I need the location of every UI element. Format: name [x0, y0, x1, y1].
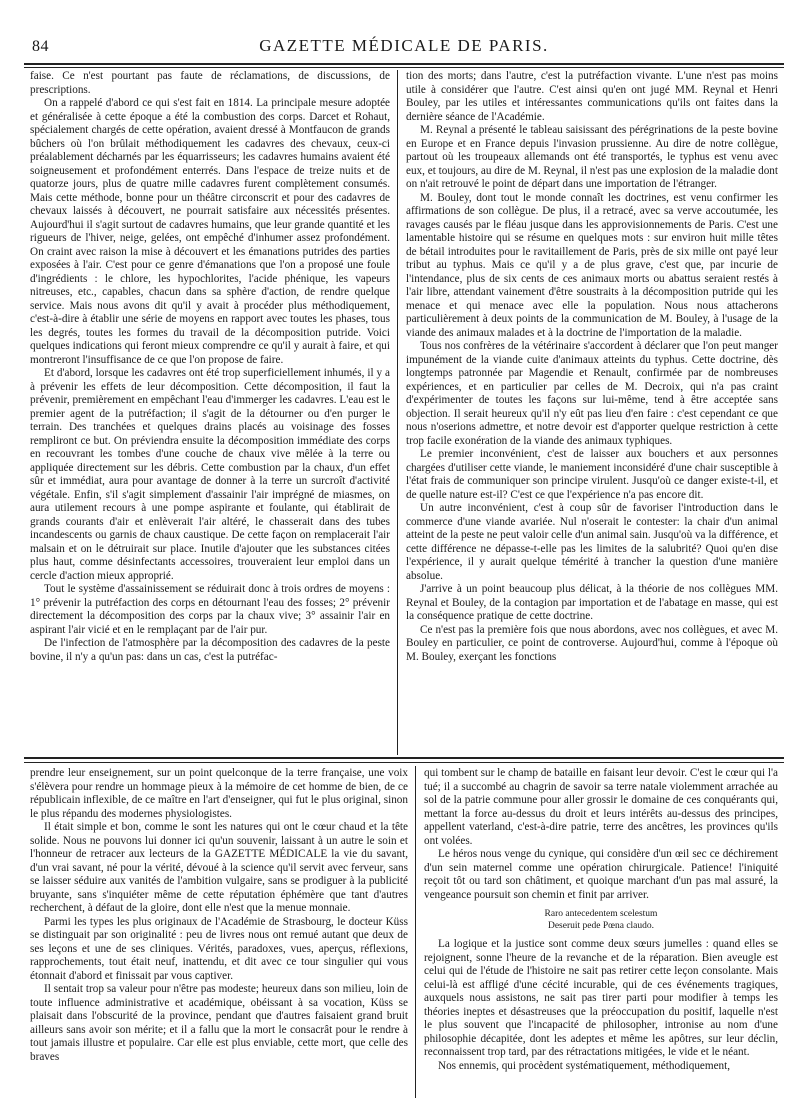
column-bottom-left [30, 767, 408, 1100]
paragraph: De l'infection de l'atmosphère par la décomposition des cadavres de la peste bovine, il n'y a qu'un pas: dans un cas, c'est la putréfac- [30, 637, 390, 663]
paragraph: Ce n'est pas la première fois que nous abordons, avec nos collègues, et avec M. Bouley en particulier, ce point de controverse. Aujourd'hui, comme à l'époque où M. Bouley, exerçant les fonctions [406, 623, 778, 663]
column-bottom-right [424, 767, 778, 1100]
column-top-left [30, 70, 390, 754]
paragraph: Parmi les types les plus originaux de l'Académie de Strasbourg, le docteur Küss se distinguait par son originalité : peu de livres nous ont remué autant que deux de ses leçons et une de ses cliniques. Vérités, paradoxes, vues, aperçus, réflexions, rapprochements, tout était neuf, inattendu, et dit avec ce tour singulier qui vous étonnait d'abord et finissait par vous captiver. [30, 915, 408, 982]
paragraph: M. Reynal a présenté le tableau saisissant des pérégrinations de la peste bovine en Europe et en France depuis l'invasion prussienne. Au dire de notre collègue, partout où les troupeaux allemands ont été transportés, le typhus est venu avec eux, et toujours, au dire de M. Reynal, il n'est pas une explosion de la maladie dont on n'ait retrouvé le point de départ dans une importation de l'étranger. [406, 124, 778, 190]
paragraph: La logique et la justice sont comme deux sœurs jumelles : quand elles se rejoignent, sonne l'heure de la revanche et de la réparation. Bien aveugle est celui qui de l'étude de l'histoire ne sait pas retirer cette leçon consolante. Mais celui-là est affligé d'une cécité incurable, qui de ces événements tragiques, auxquels nous assistons, ne sait pas tirer parti pour modifier à temps les théories ineptes et désastreuses que la préoccupation du positif, laquelle n'est le plus souvent que l'incapacité de philosopher, intronise au nom d'une philosophie décapitée, dont les adeptes et même les apôtres, sur leur déclin, reconnaissent trop tard, par des rétractations mitigées, le vide et le néant. [424, 938, 778, 1058]
header-rule [24, 63, 784, 65]
paragraph: qui tombent sur le champ de bataille en faisant leur devoir. C'est le cœur qui l'a tué; il a succombé au chagrin de savoir sa terre natale violemment arrachée au sol de la patrie commune pour aller grossir le domaine de ces conquérants qui, mettant la force au-dessus du droit et leurs intérêts au-dessus des principes, appellent vaterland, c'est-à-dire patrie, terre des ancêtres, les provinces qu'ils ont volées. [424, 767, 778, 847]
paragraph: Il sentait trop sa valeur pour n'être pas modeste; heureux dans son milieu, loin de toute influence administrative et académique, obéissant à sa vocation, Küss se plaisait dans l'obscurité de la province, pendant que d'autres faisaient grand bruit ailleurs sans avoir son mérite; et il a fallu que la mort le consacrât pour le rendre à tout jamais illustre et populaire. Car elle est plus enviable, cette mort, que celle des braves [30, 983, 408, 1063]
page-number: 84 [32, 38, 49, 55]
paragraph: Il était simple et bon, comme le sont les natures qui ont le cœur chaud et la tête solide. Nous ne pouvons lui donner ici qu'un souvenir, laissant à un autre le soin et l'honneur de retracer aux lecteurs de la GAZETTE MÉDICALE la vie du savant, d'un vrai savant, né pour la vérité, dévoué à la science qu'il servit avec ferveur, sans se laisser séduire aux vanités de l'ambition vulgaire, sans se prodiguer à la publicité bruyante, sans s'inquiéter même de cette réputation éphémère que tant d'autres recherchent, à défaut de la gloire, dont elle n'est que la menue monnaie. [30, 821, 408, 914]
column-divider [397, 70, 398, 755]
paragraph: Et d'abord, lorsque les cadavres ont été trop superficiellement inhumés, il y a à prévenir les effets de leur décomposition. Cette décomposition, il faut la prévenir, premièrement en empêchant l'eau d'immerger les cadavres. L'eau est le premier agent de la putréfaction; il s'agit de la détourner ou d'en purger le terrain. Des tranchées et quelques drains placés au voisinage des fosses rempliront ce but. On préviendra ensuite la décomposition immédiate des corps en recouvrant les tombes d'une couche de chaux vive mêlée à la terre ou appliquée directement sur les débris. Cette combustion par la chaux, d'un effet sûr et immédiat, aura pour avantage de donner à la terre un surcroît d'activité végétale. Enfin, s'il s'agit simplement d'assainir l'air imprégné de miasmes, on aura utilement recours à une pompe aspirante et foulante, qui établirait de grands courants d'air et enlèverait l'air altéré, le chasserait dans des tubes incandescents ou garnis de chaux caustique. De cette façon on remplacerait l'air malsain et on le détruirait sur place. Inutile d'ajouter que les substances citées plus haut, comme désinfectants accessoires, trouveraient leur emploi dans un cercle d'action mieux approprié. [30, 367, 390, 582]
paragraph: prendre leur enseignement, sur un point quelconque de la terre française, une voix s'élèvera pour rendre un hommage pieux à la mémoire de cet homme de bien, de ce républicain inflexible, de ce maître en l'art d'enseigner, qui fut le plus original, sinon le plus répandu des modernes physiologistes. [30, 767, 408, 820]
running-title: GAZETTE MÉDICALE DE PARIS. [259, 36, 549, 55]
header-rule-thin [24, 67, 784, 68]
page-header [24, 34, 784, 62]
paragraph: faise. Ce n'est pourtant pas faute de réclamations, de discussions, de prescriptions. [30, 70, 390, 96]
paragraph: Tous nos confrères de la vétérinaire s'accordent à déclarer que l'on peut manger impunément de la viande cuite d'animaux atteints du typhus. Cette doctrine, dès longtemps patronnée par Magendie et Renault, confirmée par de nombreuses expériences, et en particulier par celles de M. Decroix, qui n'a pas craint d'expérimenter de toutes les façons sur lui-même, tend à être acceptée sans objection. Il serait heureux qu'il n'y eût pas lieu d'en faire : c'est cependant ce que nous n'oserions admettre, et notre devoir est d'apporter quelque restriction à cette trop facile exonération de la viande des animaux typhiques. [406, 340, 778, 447]
column-divider [415, 766, 416, 1098]
paragraph: M. Bouley, dont tout le monde connaît les doctrines, est venu confirmer les affirmations de son collègue. De plus, il a retracé, avec sa verve accoutumée, les ravages causés par le fléau jusque dans les approvisionnements de Paris. C'est une lamentable histoire qui se résume en quelques mots : sur environ huit mille têtes de bétail introduites pour le ravitaillement de Paris, près de six mille ont payé leur tribut au typhus. Mais ce qu'il y a de plus grave, c'est que, par incurie de l'intendance, plus de six cents de ces animaux morts ou abattus seraient restés à l'air libre, attendant vainement d'être soustraits à la décomposition putride qui les menace et qui menace avec elle la population. Nous nous attacherons particulièrement à deux points de la communication de M. Bouley, à l'usage de la viande des animaux malades et à la doctrine de l'importation de la maladie. [406, 191, 778, 339]
quote-line: Deseruit pede Pœna claudo. [547, 921, 655, 931]
column-top-right [406, 70, 778, 754]
paragraph: tion des morts; dans l'autre, c'est la putréfaction vivante. L'une n'est pas moins utile à considérer que l'autre. C'est ainsi qu'en ont jugé MM. Reynal et Henri Bouley, par les utiles et intéressantes communications qu'ils ont faites dans la dernière séance de l'Académie. [406, 70, 778, 123]
paragraph: Tout le système d'assainissement se réduirait donc à trois ordres de moyens : 1° prévenir la putréfaction des corps en détournant l'eau des fosses; 2° prévenir directement la décomposition des corps par la chaux vive; 3° assainir l'air en aspirant l'air vicié et en le remplaçant par de l'air pur. [30, 583, 390, 636]
paragraph: Nos ennemis, qui procèdent systématiquement, méthodiquement, [438, 1059, 731, 1072]
paragraph: J'arrive à un point beaucoup plus délicat, à la théorie de nos collègues MM. Reynal et Bouley, de la contagion par importation et de l'abatage en masse, qui est la conséquence pratique de cette doctrine. [406, 583, 778, 622]
latin-quotation [424, 908, 778, 932]
section-rule [24, 757, 784, 759]
quote-line: Raro antecedentem scelestum [544, 909, 658, 919]
paragraph: On a rappelé d'abord ce qui s'est fait en 1814. La principale mesure adoptée et généralisée à cette époque a été la combustion des corps. Darcet et Rohaut, spécialement chargés de cette opération, avaient dressé à Montfaucon de grands bûchers où l'on brûlait méthodiquement les cadavres des chevaux, ceux-ci préalablement décharnés par les équarrisseurs; les cadavres humains avaient été soigneusement et profondément enterrés. Dans l'espace de treize nuits et de quatorze jours, plus de quatre mille cadavres furent complètement consumés. Mais cette méthode, bonne pour un théâtre circonscrit et pour des cadavres de chevaux laissés à découvert, ne pourrait satisfaire aux nécessités présentes. Aujourd'hui il s'agit surtout de cadavres humains, que leur grande quantité et les rigueurs de l'hiver, neige, gelées, ont empêché d'inhumer assez profondément. On craint avec raison la mise à découvert et les émanations putrides des parties exposées à l'air. C'est pour ce genre d'émanations que l'on a proposé une foule d'ingrédients : le chlore, les hypochlorites, l'acide phénique, les vapeurs nitreuses, etc., capables, chacun dans sa sphère d'action, de rendre quelque service. Mais nous avons dit qu'il y avait à procéder plus méthodiquement, c'est-à-dire à établir une série de moyens en rapport avec toutes les phases, tous les degrés, toutes les formes du travail de la décomposition putride. Voici quelques indications qui feront mieux comprendre ce qu'il y aurait à faire, et qui montreront l'insuffisance de ce que l'on propose de faire. [30, 97, 390, 366]
paragraph: Un autre inconvénient, c'est à coup sûr de favoriser l'introduction dans le commerce d'une viande avariée. Nul n'oserait le contester: la chair d'un animal atteint de la peste ne peut valoir celle d'un animal sain. Jusqu'où va la différence, et cette différence ne dépasse-t-elle pas les limites de la salubrité? Quoi qu'en dise l'expérience, il y aurait quelque témérité à trancher la question d'une manière absolue. [406, 502, 778, 582]
section-rule-thin [24, 762, 784, 763]
paragraph: Le héros nous venge du cynique, qui considère d'un œil sec ce déchirement d'un sein maternel comme une opération chirurgicale. Patience! l'iniquité reçoit tôt ou tard son châtiment, et quoique marchant d'un pas mal assuré, la vengeance poursuit son chemin et finit par arriver. [424, 848, 778, 901]
paragraph: Le premier inconvénient, c'est de laisser aux bouchers et aux personnes chargées d'utiliser cette viande, le maniement inconsidéré d'une chair susceptible à l'état frais de communiquer son principe virulent. Jusqu'où ce danger existe-t-il, et de quelle nature est-il? C'est ce que l'expérience n'a pas encore dit. [406, 448, 778, 501]
